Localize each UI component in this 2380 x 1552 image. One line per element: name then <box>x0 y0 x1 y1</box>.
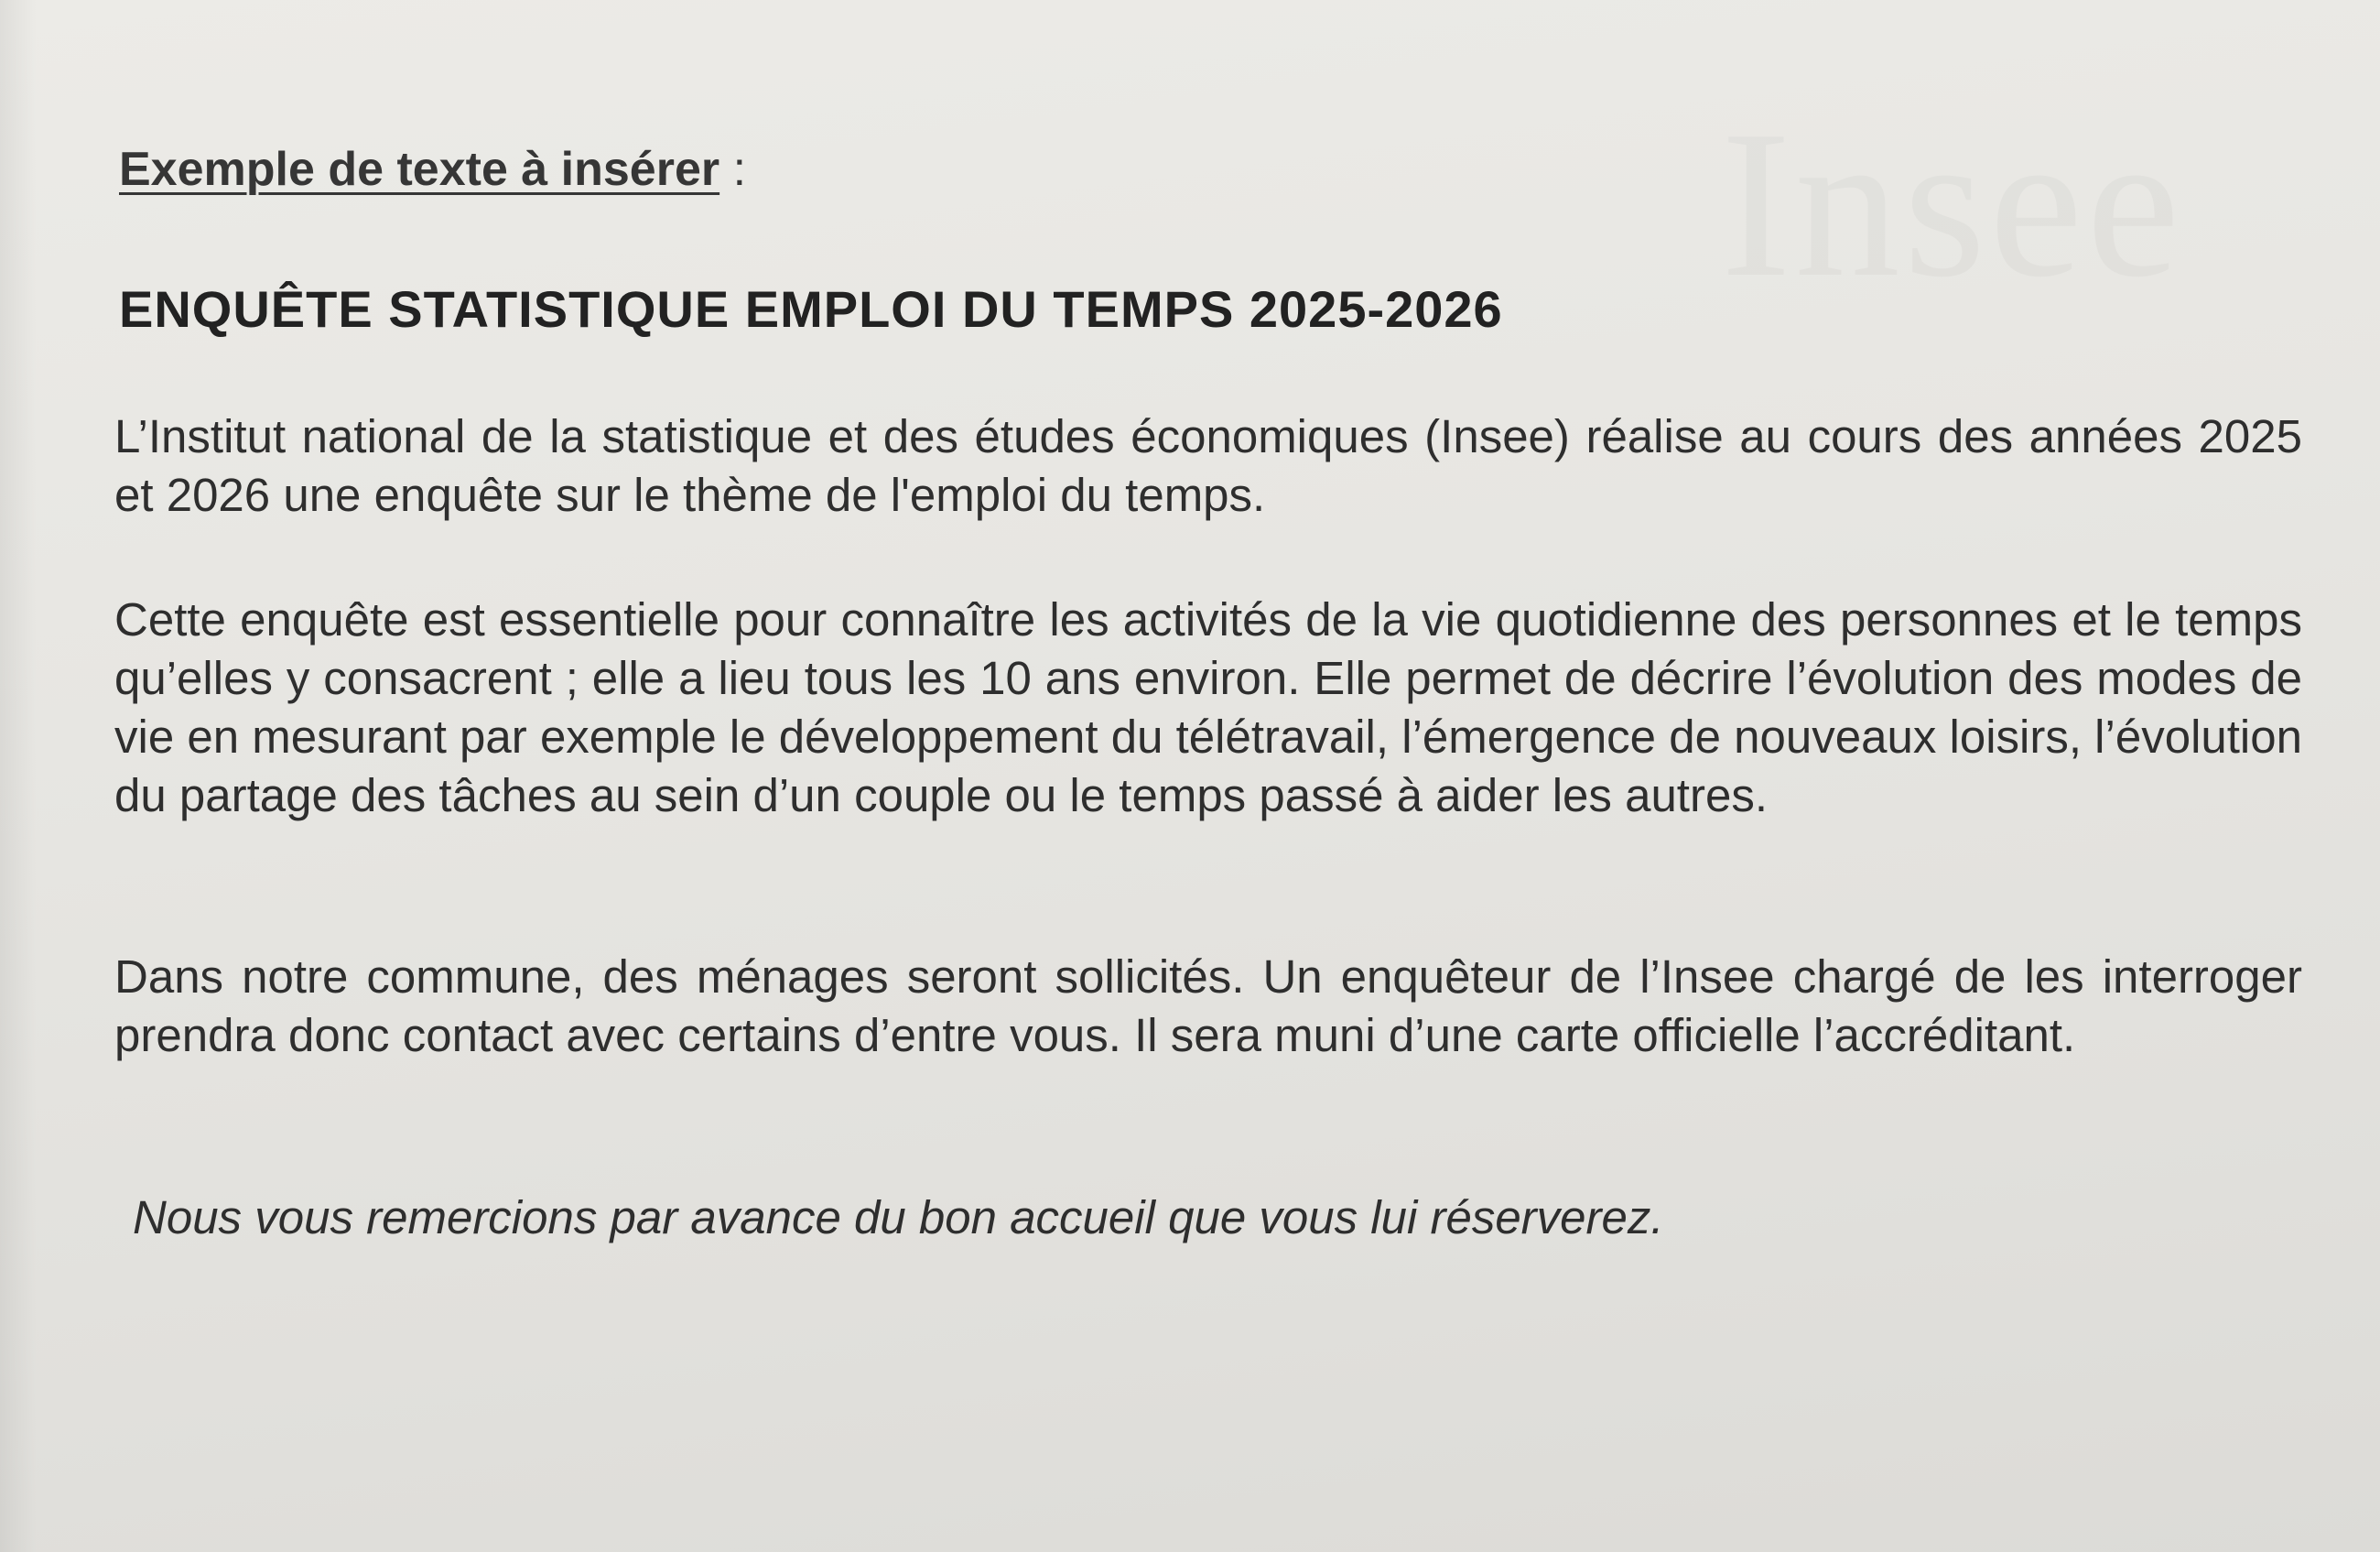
insee-watermark: Insee <box>1721 87 2184 320</box>
header-label-colon: : <box>719 143 747 196</box>
page-shadow <box>0 0 37 1552</box>
header-label-text: Exemple de texte à insérer <box>119 143 720 196</box>
header-label <box>119 142 746 197</box>
paragraph-intro: L’Institut national de la statistique et des études économiques (Insee) réalise au cours des années 2025 et 2026 une enquête sur le thème de l'emploi du temps. <box>114 410 2302 521</box>
paragraph-purpose: Cette enquête est essentielle pour connaître les activités de la vie quotidienne des personnes et le temps qu’elles y consacrent ; elle a lieu tous les 10 ans environ. Elle permet de décrire l’évolution des modes de vie en mesurant par exemple le développement du télétravail, l’émergence de nouveaux loisirs, l’évolution du partage des tâches au sein d’un couple ou le temps passé à aider les autres. <box>114 593 2302 821</box>
paragraph-commune: Dans notre commune, des ménages seront sollicités. Un enquêteur de l’Insee chargé de les interroger prendra donc contact avec certains d’entre vous. Il sera muni d’une carte officielle l’accréditant. <box>114 950 2302 1061</box>
document-title: ENQUÊTE STATISTIQUE EMPLOI DU TEMPS 2025-2026 <box>119 280 1503 338</box>
closing-sentence: Nous vous remercions par avance du bon accueil que vous lui réserverez. <box>133 1191 1664 1243</box>
